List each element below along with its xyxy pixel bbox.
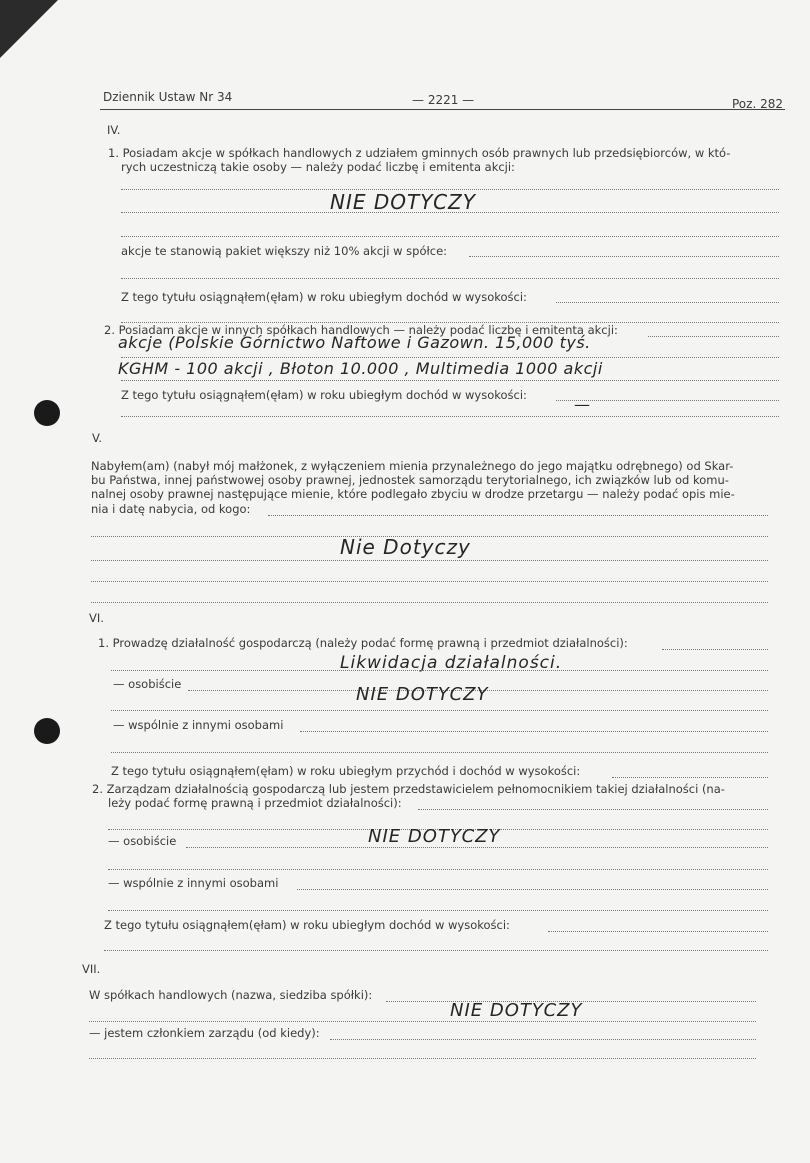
s5-line2: bu Państwa, innej państwowej osoby prawnej, jednostek samorządu terytorialnego, ich związków lub od komu- bbox=[91, 473, 729, 487]
s4-q1-pack-label: akcje te stanowią pakiet większy niż 10% akcji w spółce: bbox=[121, 244, 448, 258]
s7-handwritten: NIE DOTYCZY bbox=[450, 1000, 583, 1021]
answer-line bbox=[121, 380, 779, 381]
s4-q2-handwritten-2: KGHM - 100 akcji , Błoton 10.000 , Multimedia 1000 akcji bbox=[118, 359, 603, 378]
punch-hole-bottom bbox=[34, 718, 60, 744]
section-vii-title: VII. bbox=[82, 962, 101, 976]
s5-line4: nia i datę nabycia, od kogo: bbox=[91, 502, 251, 516]
s6-own2-handwritten: NIE DOTYCZY bbox=[368, 826, 501, 847]
section-iv-title: IV. bbox=[107, 123, 121, 137]
answer-line bbox=[111, 710, 768, 711]
answer-line bbox=[268, 515, 768, 516]
answer-line bbox=[186, 847, 768, 848]
position-number: Poz. 282 bbox=[732, 97, 783, 111]
answer-line bbox=[108, 910, 768, 911]
answer-line bbox=[91, 581, 768, 582]
answer-line bbox=[111, 752, 768, 753]
answer-line bbox=[121, 212, 779, 213]
answer-line bbox=[111, 670, 768, 671]
answer-line bbox=[121, 416, 779, 417]
s4-q1-handwritten: NIE DOTYCZY bbox=[330, 190, 476, 214]
answer-line bbox=[556, 302, 779, 303]
s6-income-label: Z tego tytułu osiągnąłem(ęłam) w roku ubiegłym przychód i dochód w wysokości: bbox=[111, 764, 581, 778]
s6-own-handwritten: NIE DOTYCZY bbox=[356, 684, 489, 705]
punch-hole-top bbox=[34, 400, 60, 426]
s5-line3: nalnej osoby prawnej następujące mienie, które podlegało zbyciu w drodze przetargu — należy podać opis mie- bbox=[91, 487, 735, 501]
s4-q1-income-label: Z tego tytułu osiągnąłem(ęłam) w roku ubiegłym dochód w wysokości: bbox=[121, 290, 527, 304]
answer-line bbox=[300, 731, 768, 732]
s4-q2-label: 2. Posiadam akcje w innych spółkach handlowych — należy podać liczbę i emitenta akcji: bbox=[104, 323, 618, 337]
answer-line bbox=[612, 777, 768, 778]
answer-line bbox=[91, 560, 768, 561]
s4-q2-handwritten-1: akcje (Polskie Górnictwo Naftowe i Gazown. 15,000 tyś. bbox=[118, 333, 591, 352]
page-number: — 2221 — bbox=[412, 93, 475, 107]
answer-line bbox=[89, 1021, 756, 1022]
answer-line bbox=[469, 256, 779, 257]
s7-line1: W spółkach handlowych (nazwa, siedziba spółki): bbox=[89, 988, 373, 1002]
s6-q1-label: 1. Prowadzę działalność gospodarczą (należy podać formę prawną i przedmiot działalności): bbox=[98, 636, 628, 650]
s6-income2-label: Z tego tytułu osiągnąłem(ęłam) w roku ubiegłym dochód w wysokości: bbox=[104, 918, 510, 932]
s4-q2-income-label: Z tego tytułu osiągnąłem(ęłam) w roku ubiegłym dochód w wysokości: bbox=[121, 388, 527, 402]
section-v-title: V. bbox=[92, 431, 103, 445]
s6-q2-line2: leży podać formę prawną i przedmiot działalności): bbox=[108, 796, 402, 810]
journal-title: Dziennik Ustaw Nr 34 bbox=[103, 90, 233, 104]
answer-line bbox=[121, 236, 779, 237]
answer-line bbox=[121, 278, 779, 279]
s4-q1-line1: 1. Posiadam akcje w spółkach handlowych z udziałem gminnych osób prawnych lub przedsiębiorców, w któ- bbox=[108, 146, 731, 160]
answer-line bbox=[648, 336, 779, 337]
s6-own-label: — osobiście bbox=[113, 677, 182, 691]
answer-line bbox=[121, 357, 779, 358]
s6-joint-label: — wspólnie z innymi osobami bbox=[113, 718, 284, 732]
s6-q2-line1: 2. Zarządzam działalnością gospodarczą lub jestem przedstawicielem pełnomocnikiem takiej działalności (na- bbox=[92, 782, 725, 796]
answer-line bbox=[108, 869, 768, 870]
scan-corner-fold bbox=[0, 0, 58, 58]
s6-joint2-label: — wspólnie z innymi osobami bbox=[108, 876, 279, 890]
s6-q1-handwritten: Likwidacja działalności. bbox=[340, 653, 563, 673]
answer-line bbox=[330, 1039, 756, 1040]
answer-line bbox=[91, 602, 768, 603]
s5-handwritten: Nie Dotyczy bbox=[340, 535, 471, 559]
s5-line1: Nabyłem(am) (nabył mój małżonek, z wyłączeniem mienia przynależnego do jego majątku odrębnego) od Skar- bbox=[91, 459, 734, 473]
answer-line bbox=[548, 931, 768, 932]
section-vi-title: VI. bbox=[89, 611, 104, 625]
s4-q2-income-handwritten: — bbox=[574, 395, 591, 414]
s6-own2-label: — osobiście bbox=[108, 834, 177, 848]
answer-line bbox=[104, 950, 768, 951]
s4-q1-line2: rych uczestniczą takie osoby — należy podać liczbę i emitenta akcji: bbox=[121, 160, 515, 174]
s7-line2: — jestem członkiem zarządu (od kiedy): bbox=[89, 1026, 320, 1040]
answer-line bbox=[297, 889, 768, 890]
answer-line bbox=[662, 649, 768, 650]
header-rule bbox=[100, 109, 785, 110]
answer-line bbox=[418, 809, 768, 810]
answer-line bbox=[89, 1058, 756, 1059]
